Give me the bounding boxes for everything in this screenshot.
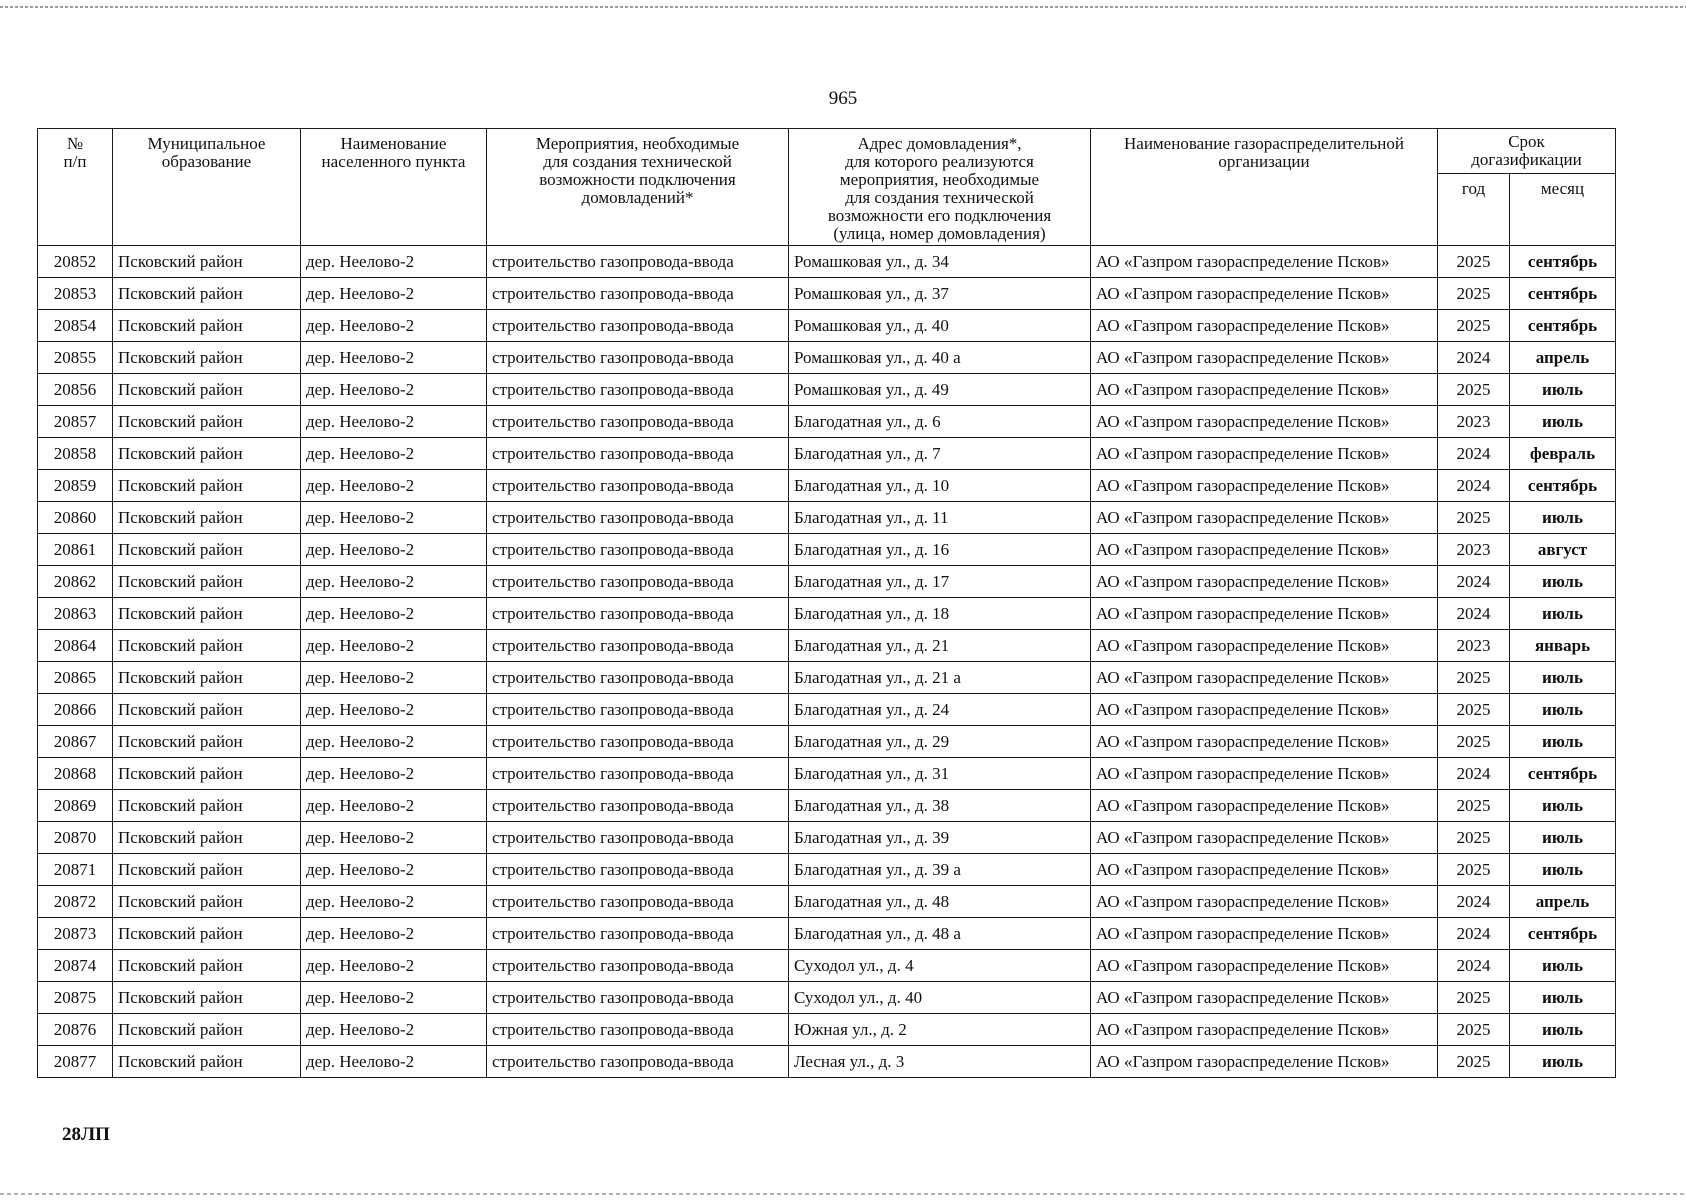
cell-measures: строительство газопровода-ввода <box>487 278 789 310</box>
cell-measures: строительство газопровода-ввода <box>487 342 789 374</box>
cell-year: 2025 <box>1438 246 1510 278</box>
cell-address: Суходол ул., д. 40 <box>789 982 1091 1014</box>
cell-month: январь <box>1510 630 1616 662</box>
cell-measures: строительство газопровода-ввода <box>487 502 789 534</box>
cell-organization: АО «Газпром газораспределение Псков» <box>1091 726 1438 758</box>
cell-organization: АО «Газпром газораспределение Псков» <box>1091 374 1438 406</box>
cell-num: 20860 <box>38 502 113 534</box>
header-settlement-text: Наименование населенного пункта <box>321 134 466 171</box>
cell-year: 2023 <box>1438 406 1510 438</box>
cell-settlement: дер. Неелово-2 <box>301 630 487 662</box>
cell-num: 20867 <box>38 726 113 758</box>
cell-organization: АО «Газпром газораспределение Псков» <box>1091 1014 1438 1046</box>
cell-address: Благодатная ул., д. 21 а <box>789 662 1091 694</box>
cell-month: сентябрь <box>1510 918 1616 950</box>
cell-address: Ромашковая ул., д. 49 <box>789 374 1091 406</box>
cell-year: 2024 <box>1438 950 1510 982</box>
cell-year: 2024 <box>1438 342 1510 374</box>
table-row <box>38 662 1616 694</box>
header-address <box>789 129 1091 246</box>
cell-num: 20856 <box>38 374 113 406</box>
cell-measures: строительство газопровода-ввода <box>487 758 789 790</box>
cell-address: Благодатная ул., д. 17 <box>789 566 1091 598</box>
cell-address: Благодатная ул., д. 18 <box>789 598 1091 630</box>
cell-settlement: дер. Неелово-2 <box>301 566 487 598</box>
cell-settlement: дер. Неелово-2 <box>301 342 487 374</box>
cell-municipality: Псковский район <box>113 406 301 438</box>
gasification-table <box>37 128 1616 1078</box>
cell-municipality: Псковский район <box>113 886 301 918</box>
cell-month: июль <box>1510 1014 1616 1046</box>
cell-settlement: дер. Неелово-2 <box>301 1014 487 1046</box>
cell-measures: строительство газопровода-ввода <box>487 790 789 822</box>
cell-address: Ромашковая ул., д. 40 а <box>789 342 1091 374</box>
table-row <box>38 822 1616 854</box>
cell-measures: строительство газопровода-ввода <box>487 598 789 630</box>
cell-year: 2024 <box>1438 470 1510 502</box>
cell-num: 20854 <box>38 310 113 342</box>
cell-month: сентябрь <box>1510 246 1616 278</box>
cell-settlement: дер. Неелово-2 <box>301 246 487 278</box>
cell-address: Ромашковая ул., д. 37 <box>789 278 1091 310</box>
cell-num: 20865 <box>38 662 113 694</box>
header-num <box>38 129 113 246</box>
cell-settlement: дер. Неелово-2 <box>301 758 487 790</box>
cell-address: Суходол ул., д. 4 <box>789 950 1091 982</box>
table-row <box>38 726 1616 758</box>
cell-measures: строительство газопровода-ввода <box>487 534 789 566</box>
cell-settlement: дер. Неелово-2 <box>301 438 487 470</box>
cell-year: 2025 <box>1438 982 1510 1014</box>
cell-num: 20875 <box>38 982 113 1014</box>
table-row <box>38 758 1616 790</box>
table-row <box>38 246 1616 278</box>
cell-organization: АО «Газпром газораспределение Псков» <box>1091 822 1438 854</box>
cell-year: 2025 <box>1438 1046 1510 1078</box>
cell-year: 2025 <box>1438 502 1510 534</box>
header-measures <box>487 129 789 246</box>
cell-measures: строительство газопровода-ввода <box>487 470 789 502</box>
cell-measures: строительство газопровода-ввода <box>487 310 789 342</box>
cell-settlement: дер. Неелово-2 <box>301 950 487 982</box>
cell-settlement: дер. Неелово-2 <box>301 854 487 886</box>
cell-measures: строительство газопровода-ввода <box>487 374 789 406</box>
cell-municipality: Псковский район <box>113 438 301 470</box>
table-row <box>38 950 1616 982</box>
cell-address: Благодатная ул., д. 7 <box>789 438 1091 470</box>
cell-month: июль <box>1510 694 1616 726</box>
cell-settlement: дер. Неелово-2 <box>301 918 487 950</box>
table-row <box>38 918 1616 950</box>
cell-year: 2024 <box>1438 758 1510 790</box>
cell-num: 20852 <box>38 246 113 278</box>
cell-month: июль <box>1510 950 1616 982</box>
cell-organization: АО «Газпром газораспределение Псков» <box>1091 886 1438 918</box>
cell-settlement: дер. Неелово-2 <box>301 310 487 342</box>
table-row <box>38 438 1616 470</box>
table-row <box>38 1046 1616 1078</box>
cell-organization: АО «Газпром газораспределение Псков» <box>1091 470 1438 502</box>
table-row <box>38 406 1616 438</box>
cell-measures: строительство газопровода-ввода <box>487 726 789 758</box>
cell-num: 20866 <box>38 694 113 726</box>
cell-measures: строительство газопровода-ввода <box>487 566 789 598</box>
cell-settlement: дер. Неелово-2 <box>301 534 487 566</box>
header-municipality <box>113 129 301 246</box>
cell-year: 2024 <box>1438 886 1510 918</box>
cell-year: 2024 <box>1438 566 1510 598</box>
cell-month: июль <box>1510 502 1616 534</box>
cell-organization: АО «Газпром газораспределение Псков» <box>1091 534 1438 566</box>
header-organization-text: Наименование газораспределительной организации <box>1124 134 1404 171</box>
cell-num: 20871 <box>38 854 113 886</box>
cell-address: Благодатная ул., д. 24 <box>789 694 1091 726</box>
cell-month: июль <box>1510 982 1616 1014</box>
cell-settlement: дер. Неелово-2 <box>301 406 487 438</box>
cell-measures: строительство газопровода-ввода <box>487 694 789 726</box>
cell-organization: АО «Газпром газораспределение Псков» <box>1091 758 1438 790</box>
cell-measures: строительство газопровода-ввода <box>487 950 789 982</box>
cell-municipality: Псковский район <box>113 1014 301 1046</box>
cell-organization: АО «Газпром газораспределение Псков» <box>1091 438 1438 470</box>
cell-address: Благодатная ул., д. 39 <box>789 822 1091 854</box>
cell-measures: строительство газопровода-ввода <box>487 822 789 854</box>
cell-settlement: дер. Неелово-2 <box>301 822 487 854</box>
table-row <box>38 694 1616 726</box>
cell-settlement: дер. Неелово-2 <box>301 278 487 310</box>
cell-year: 2025 <box>1438 726 1510 758</box>
cell-measures: строительство газопровода-ввода <box>487 918 789 950</box>
cell-municipality: Псковский район <box>113 598 301 630</box>
cell-year: 2024 <box>1438 598 1510 630</box>
cell-address: Благодатная ул., д. 11 <box>789 502 1091 534</box>
cell-municipality: Псковский район <box>113 278 301 310</box>
cell-num: 20872 <box>38 886 113 918</box>
header-measures-text: Мероприятия, необходимые для создания технической возможности подключения домовладений* <box>535 134 740 207</box>
scan-bottom-edge <box>0 1193 1686 1195</box>
cell-num: 20861 <box>38 534 113 566</box>
header-num-text: № п/п <box>63 134 87 171</box>
cell-settlement: дер. Неелово-2 <box>301 982 487 1014</box>
header-month: месяц <box>1510 173 1616 245</box>
cell-year: 2025 <box>1438 854 1510 886</box>
cell-address: Благодатная ул., д. 31 <box>789 758 1091 790</box>
table-row <box>38 598 1616 630</box>
cell-measures: строительство газопровода-ввода <box>487 406 789 438</box>
cell-measures: строительство газопровода-ввода <box>487 982 789 1014</box>
header-address-text: Адрес домовладения*, для которого реализуются мероприятия, необходимые для создания технической возможности его подключения (улица, номер домовладения) <box>827 134 1052 243</box>
table-row <box>38 502 1616 534</box>
table-row <box>38 470 1616 502</box>
cell-measures: строительство газопровода-ввода <box>487 630 789 662</box>
cell-address: Благодатная ул., д. 48 <box>789 886 1091 918</box>
cell-num: 20857 <box>38 406 113 438</box>
cell-organization: АО «Газпром газораспределение Псков» <box>1091 982 1438 1014</box>
cell-year: 2025 <box>1438 662 1510 694</box>
cell-municipality: Псковский район <box>113 822 301 854</box>
cell-organization: АО «Газпром газораспределение Псков» <box>1091 566 1438 598</box>
cell-address: Ромашковая ул., д. 40 <box>789 310 1091 342</box>
cell-organization: АО «Газпром газораспределение Псков» <box>1091 246 1438 278</box>
cell-num: 20868 <box>38 758 113 790</box>
footer-code: 28ЛП <box>62 1124 110 1145</box>
cell-address: Благодатная ул., д. 16 <box>789 534 1091 566</box>
cell-municipality: Псковский район <box>113 758 301 790</box>
cell-address: Благодатная ул., д. 10 <box>789 470 1091 502</box>
cell-municipality: Псковский район <box>113 310 301 342</box>
cell-settlement: дер. Неелово-2 <box>301 502 487 534</box>
cell-year: 2023 <box>1438 630 1510 662</box>
cell-municipality: Псковский район <box>113 470 301 502</box>
scan-top-edge <box>0 6 1686 8</box>
cell-settlement: дер. Неелово-2 <box>301 662 487 694</box>
cell-settlement: дер. Неелово-2 <box>301 470 487 502</box>
cell-municipality: Псковский район <box>113 630 301 662</box>
cell-year: 2025 <box>1438 694 1510 726</box>
cell-address: Благодатная ул., д. 6 <box>789 406 1091 438</box>
cell-month: февраль <box>1510 438 1616 470</box>
cell-month: апрель <box>1510 886 1616 918</box>
cell-organization: АО «Газпром газораспределение Псков» <box>1091 342 1438 374</box>
cell-year: 2025 <box>1438 374 1510 406</box>
cell-municipality: Псковский район <box>113 918 301 950</box>
header-term-text: Срок догазификации <box>1471 132 1582 169</box>
header-term <box>1438 129 1616 174</box>
cell-address: Ромашковая ул., д. 34 <box>789 246 1091 278</box>
cell-num: 20863 <box>38 598 113 630</box>
cell-month: июль <box>1510 406 1616 438</box>
cell-organization: АО «Газпром газораспределение Псков» <box>1091 950 1438 982</box>
page-number: 965 <box>828 88 858 109</box>
cell-organization: АО «Газпром газораспределение Псков» <box>1091 502 1438 534</box>
cell-num: 20870 <box>38 822 113 854</box>
cell-municipality: Псковский район <box>113 662 301 694</box>
cell-address: Южная ул., д. 2 <box>789 1014 1091 1046</box>
cell-month: август <box>1510 534 1616 566</box>
cell-month: июль <box>1510 374 1616 406</box>
table-row <box>38 790 1616 822</box>
cell-municipality: Псковский район <box>113 1046 301 1078</box>
cell-month: сентябрь <box>1510 758 1616 790</box>
header-row <box>38 129 1616 174</box>
cell-month: июль <box>1510 598 1616 630</box>
cell-municipality: Псковский район <box>113 694 301 726</box>
cell-organization: АО «Газпром газораспределение Псков» <box>1091 278 1438 310</box>
cell-year: 2025 <box>1438 1014 1510 1046</box>
cell-municipality: Псковский район <box>113 726 301 758</box>
cell-municipality: Псковский район <box>113 374 301 406</box>
cell-year: 2025 <box>1438 278 1510 310</box>
cell-address: Лесная ул., д. 3 <box>789 1046 1091 1078</box>
table-row <box>38 630 1616 662</box>
cell-month: июль <box>1510 1046 1616 1078</box>
cell-num: 20874 <box>38 950 113 982</box>
cell-address: Благодатная ул., д. 29 <box>789 726 1091 758</box>
cell-address: Благодатная ул., д. 38 <box>789 790 1091 822</box>
cell-municipality: Псковский район <box>113 854 301 886</box>
cell-measures: строительство газопровода-ввода <box>487 438 789 470</box>
cell-month: сентябрь <box>1510 310 1616 342</box>
table-row <box>38 374 1616 406</box>
cell-measures: строительство газопровода-ввода <box>487 662 789 694</box>
cell-month: июль <box>1510 854 1616 886</box>
cell-settlement: дер. Неелово-2 <box>301 790 487 822</box>
cell-num: 20858 <box>38 438 113 470</box>
table-row <box>38 534 1616 566</box>
cell-municipality: Псковский район <box>113 342 301 374</box>
cell-organization: АО «Газпром газораспределение Псков» <box>1091 310 1438 342</box>
cell-municipality: Псковский район <box>113 246 301 278</box>
cell-measures: строительство газопровода-ввода <box>487 886 789 918</box>
table-row <box>38 342 1616 374</box>
cell-organization: АО «Газпром газораспределение Псков» <box>1091 662 1438 694</box>
cell-year: 2024 <box>1438 918 1510 950</box>
cell-month: апрель <box>1510 342 1616 374</box>
cell-organization: АО «Газпром газораспределение Псков» <box>1091 790 1438 822</box>
table-row <box>38 886 1616 918</box>
table-body <box>38 246 1616 1078</box>
cell-organization: АО «Газпром газораспределение Псков» <box>1091 406 1438 438</box>
cell-measures: строительство газопровода-ввода <box>487 1014 789 1046</box>
cell-organization: АО «Газпром газораспределение Псков» <box>1091 918 1438 950</box>
header-organization <box>1091 129 1438 246</box>
table-row <box>38 566 1616 598</box>
cell-num: 20873 <box>38 918 113 950</box>
cell-month: сентябрь <box>1510 278 1616 310</box>
cell-month: июль <box>1510 662 1616 694</box>
cell-year: 2024 <box>1438 438 1510 470</box>
cell-organization: АО «Газпром газораспределение Псков» <box>1091 854 1438 886</box>
cell-municipality: Псковский район <box>113 950 301 982</box>
cell-num: 20862 <box>38 566 113 598</box>
cell-organization: АО «Газпром газораспределение Псков» <box>1091 598 1438 630</box>
header-municipality-text: Муниципальное образование <box>147 134 266 171</box>
cell-year: 2025 <box>1438 310 1510 342</box>
cell-num: 20864 <box>38 630 113 662</box>
cell-address: Благодатная ул., д. 48 а <box>789 918 1091 950</box>
cell-address: Благодатная ул., д. 21 <box>789 630 1091 662</box>
cell-settlement: дер. Неелово-2 <box>301 598 487 630</box>
cell-organization: АО «Газпром газораспределение Псков» <box>1091 1046 1438 1078</box>
cell-municipality: Псковский район <box>113 982 301 1014</box>
table-row <box>38 310 1616 342</box>
cell-month: июль <box>1510 822 1616 854</box>
cell-settlement: дер. Неелово-2 <box>301 886 487 918</box>
header-year: год <box>1438 173 1510 245</box>
cell-num: 20859 <box>38 470 113 502</box>
cell-municipality: Псковский район <box>113 790 301 822</box>
cell-year: 2025 <box>1438 790 1510 822</box>
cell-num: 20877 <box>38 1046 113 1078</box>
cell-month: сентябрь <box>1510 470 1616 502</box>
cell-municipality: Псковский район <box>113 502 301 534</box>
table-row <box>38 982 1616 1014</box>
cell-settlement: дер. Неелово-2 <box>301 1046 487 1078</box>
table-row <box>38 854 1616 886</box>
cell-settlement: дер. Неелово-2 <box>301 726 487 758</box>
header-settlement <box>301 129 487 246</box>
table-row <box>38 278 1616 310</box>
table-row <box>38 1014 1616 1046</box>
cell-measures: строительство газопровода-ввода <box>487 1046 789 1078</box>
cell-measures: строительство газопровода-ввода <box>487 854 789 886</box>
cell-municipality: Псковский район <box>113 566 301 598</box>
cell-month: июль <box>1510 790 1616 822</box>
cell-year: 2023 <box>1438 534 1510 566</box>
cell-month: июль <box>1510 726 1616 758</box>
cell-municipality: Псковский район <box>113 534 301 566</box>
cell-num: 20869 <box>38 790 113 822</box>
cell-num: 20855 <box>38 342 113 374</box>
cell-settlement: дер. Неелово-2 <box>301 694 487 726</box>
cell-year: 2025 <box>1438 822 1510 854</box>
cell-num: 20853 <box>38 278 113 310</box>
cell-month: июль <box>1510 566 1616 598</box>
cell-organization: АО «Газпром газораспределение Псков» <box>1091 694 1438 726</box>
cell-num: 20876 <box>38 1014 113 1046</box>
cell-address: Благодатная ул., д. 39 а <box>789 854 1091 886</box>
cell-settlement: дер. Неелово-2 <box>301 374 487 406</box>
cell-organization: АО «Газпром газораспределение Псков» <box>1091 630 1438 662</box>
cell-measures: строительство газопровода-ввода <box>487 246 789 278</box>
